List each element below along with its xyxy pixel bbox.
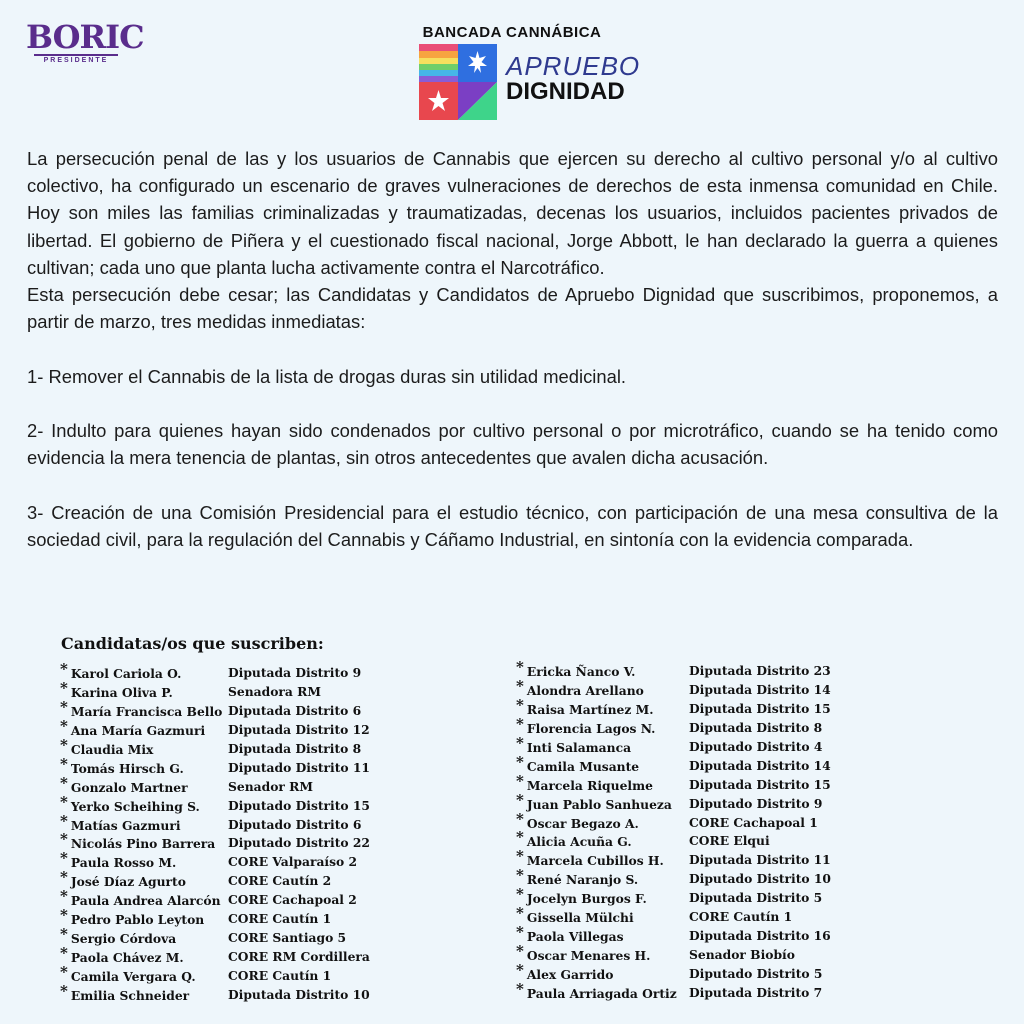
bullet-star-icon: * bbox=[516, 695, 524, 714]
signatory-name: René Naranjo S. bbox=[526, 872, 639, 888]
signatory-row bbox=[516, 695, 831, 719]
signatory-row bbox=[516, 979, 823, 1003]
signatory-name: Matías Gazmuri bbox=[70, 817, 181, 833]
signatory-name: Paula Arriagada Ortiz bbox=[526, 985, 677, 1001]
signatory-name: Gissella Mülchi bbox=[526, 910, 634, 926]
signatory-row bbox=[60, 830, 370, 853]
signatory-name: Paola Chávez M. bbox=[70, 950, 184, 966]
signatory-role: Senador Biobío bbox=[689, 947, 795, 963]
signatory-name: Alicia Acuña G. bbox=[526, 834, 632, 850]
signatory-name: Juan Pablo Sanhueza bbox=[526, 796, 672, 812]
bullet-star-icon: * bbox=[516, 885, 524, 904]
signatory-row bbox=[60, 754, 370, 778]
signatory-row bbox=[60, 963, 332, 986]
signatory-row bbox=[60, 811, 362, 835]
signatory-row bbox=[516, 676, 831, 700]
signatory-row bbox=[516, 923, 831, 946]
bullet-star-icon: * bbox=[60, 887, 68, 906]
bullet-star-icon: * bbox=[60, 773, 68, 792]
signatory-row bbox=[516, 847, 831, 870]
signatory-row bbox=[60, 773, 314, 797]
signatory-name: Paula Andrea Alarcón bbox=[70, 893, 221, 909]
signatory-role: Diputada Distrito 23 bbox=[689, 663, 831, 678]
bullet-star-icon: * bbox=[516, 771, 524, 790]
signatory-name: Karina Oliva P. bbox=[70, 684, 173, 700]
signatory-role: Diputada Distrito 12 bbox=[228, 721, 370, 737]
signatory-name: Marcela Cubillos H. bbox=[526, 853, 664, 869]
signatory-row bbox=[516, 809, 818, 833]
signatory-row bbox=[516, 771, 831, 795]
signatory-row bbox=[516, 866, 831, 889]
bullet-star-icon: * bbox=[60, 830, 68, 849]
signatory-row bbox=[60, 887, 357, 910]
bullet-star-icon: * bbox=[60, 925, 68, 944]
measure-1: 1- Remover el Cannabis de la lista de drogas duras sin utilidad medicinal. bbox=[27, 365, 627, 387]
signatory-row bbox=[516, 790, 823, 814]
signatory-row bbox=[60, 660, 362, 683]
signatory-role: CORE RM Cordillera bbox=[228, 949, 370, 965]
signatory-role: Diputada Distrito 5 bbox=[689, 890, 823, 906]
bullet-star-icon: * bbox=[60, 944, 68, 963]
signatory-role: Diputada Distrito 15 bbox=[689, 776, 831, 792]
manifesto-body bbox=[27, 145, 998, 553]
bullet-star-icon: * bbox=[516, 923, 524, 942]
signatory-role: Diputada Distrito 9 bbox=[228, 665, 362, 680]
signatory-role: Diputada Distrito 16 bbox=[689, 928, 831, 944]
bullet-star-icon: * bbox=[60, 678, 68, 697]
signatory-row bbox=[60, 735, 362, 759]
signatory-name: Tomás Hirsch G. bbox=[70, 760, 184, 776]
boric-logo-word: BORIC bbox=[26, 18, 144, 56]
signatory-role: Diputada Distrito 14 bbox=[689, 681, 831, 697]
signatory-row bbox=[60, 678, 321, 702]
signatory-row bbox=[60, 868, 332, 891]
signatory-name: Florencia Lagos N. bbox=[526, 720, 656, 736]
signatory-name: María Francisca Bello bbox=[70, 703, 223, 719]
signatory-role: Diputado Distrito 4 bbox=[689, 738, 823, 754]
bullet-star-icon: * bbox=[60, 981, 68, 1000]
bullet-star-icon: * bbox=[516, 828, 524, 847]
measure-2: 2- Indulto para quienes hayan sido condenados por cultivo personal o por microtráfico, cuando se ha tenido como evidencia la mera tenencia de plantas, sin otros antecedentes que avalen dicha acusación. bbox=[27, 420, 998, 469]
signatory-name: Karol Cariola O. bbox=[70, 666, 182, 681]
signatory-name: Sergio Córdova bbox=[70, 931, 177, 947]
signatory-row bbox=[60, 849, 358, 872]
signatory-name: Ericka Ñanco V. bbox=[526, 664, 636, 679]
signatory-role: Diputada Distrito 11 bbox=[689, 852, 831, 868]
signatory-name: Camila Musante bbox=[526, 758, 640, 774]
signatory-role: Diputada Distrito 7 bbox=[689, 984, 823, 1000]
paragraph-proposal: Esta persecución debe cesar; las Candidatas y Candidatos de Apruebo Dignidad que suscribimos, proponemos, a partir de marzo, tres medidas inmediatas: bbox=[27, 284, 998, 333]
bullet-star-icon: * bbox=[60, 868, 68, 887]
bullet-star-icon: * bbox=[516, 714, 524, 733]
signatory-name: Inti Salamanca bbox=[526, 739, 632, 755]
bullet-star-icon: * bbox=[60, 963, 68, 981]
signatory-role: Diputado Distrito 6 bbox=[228, 816, 362, 832]
signatory-name: Raisa Martínez M. bbox=[526, 701, 654, 717]
bullet-star-icon: * bbox=[60, 811, 68, 830]
bullet-star-icon: * bbox=[516, 658, 524, 676]
signatory-name: Jocelyn Burgos F. bbox=[526, 891, 647, 907]
signatory-row bbox=[60, 981, 370, 1005]
signatory-row bbox=[60, 716, 370, 740]
bullet-star-icon: * bbox=[516, 942, 524, 961]
apruebo-wordmark: APRUEBO bbox=[506, 51, 641, 81]
signatory-row bbox=[516, 752, 831, 776]
signatory-name: Paula Rosso M. bbox=[70, 855, 177, 871]
signatory-name: Nicolás Pino Barrera bbox=[70, 836, 216, 852]
signatory-row bbox=[60, 792, 370, 816]
bullet-star-icon: * bbox=[516, 979, 524, 998]
signatory-role: Diputado Distrito 22 bbox=[228, 835, 370, 851]
apruebo-dignidad-flag-icon bbox=[419, 44, 497, 120]
signatory-role: CORE Cautín 1 bbox=[689, 909, 793, 925]
signatory-name: Oscar Begazo A. bbox=[526, 815, 639, 831]
bullet-star-icon: * bbox=[60, 735, 68, 754]
signatory-name: Ana María Gazmuri bbox=[70, 722, 206, 738]
bullet-star-icon: * bbox=[516, 904, 524, 923]
bullet-star-icon: * bbox=[516, 733, 524, 752]
signatory-name: Paola Villegas bbox=[526, 929, 624, 945]
bancada-title: BANCADA CANNÁBICA bbox=[422, 24, 602, 41]
signatory-row bbox=[516, 942, 795, 965]
boric-logo-subtitle: PRESIDENTE bbox=[34, 54, 118, 64]
signatory-row bbox=[60, 906, 332, 929]
signatory-role: CORE Santiago 5 bbox=[228, 930, 347, 946]
bullet-star-icon: * bbox=[516, 847, 524, 866]
bullet-star-icon: * bbox=[60, 906, 68, 925]
bullet-star-icon: * bbox=[516, 961, 524, 979]
signatory-role: Diputado Distrito 10 bbox=[689, 871, 831, 887]
signatory-name: Marcela Riquelme bbox=[526, 777, 653, 793]
signatory-role: CORE Cautín 2 bbox=[228, 873, 332, 889]
signatory-name: Gonzalo Martner bbox=[70, 779, 188, 795]
bullet-star-icon: * bbox=[516, 790, 524, 809]
signatory-role: CORE Cautín 1 bbox=[228, 968, 332, 983]
signatories-right-column bbox=[516, 658, 831, 1003]
signatory-role: Diputada Distrito 10 bbox=[228, 986, 370, 1002]
signatory-name: Yerko Scheihing S. bbox=[70, 798, 200, 814]
signatory-row bbox=[516, 714, 823, 738]
signatory-name: Oscar Menares H. bbox=[526, 948, 651, 964]
signatory-name: Emilia Schneider bbox=[70, 987, 190, 1003]
signatory-role: CORE Cachapoal 1 bbox=[689, 814, 818, 830]
signatory-role: Diputado Distrito 9 bbox=[689, 795, 823, 811]
signatory-name: Claudia Mix bbox=[70, 741, 154, 757]
signatory-row bbox=[60, 925, 347, 948]
signatory-name: José Díaz Agurto bbox=[70, 874, 186, 890]
signatories-title: Candidatas/os que suscriben: bbox=[61, 634, 324, 653]
signatory-role: Diputada Distrito 6 bbox=[228, 702, 362, 718]
signatory-row bbox=[516, 658, 831, 681]
bullet-star-icon: * bbox=[60, 849, 68, 868]
signatory-role: Diputado Distrito 11 bbox=[228, 759, 370, 775]
signatory-row bbox=[516, 961, 823, 984]
signatory-role: CORE Cautín 1 bbox=[228, 911, 332, 927]
signatory-name: Pedro Pablo Leyton bbox=[70, 912, 205, 928]
signatory-role: Diputado Distrito 5 bbox=[689, 966, 823, 981]
bullet-star-icon: * bbox=[60, 660, 68, 678]
signatory-row bbox=[516, 904, 793, 927]
signatory-name: Alex Garrido bbox=[526, 967, 614, 982]
signatory-role: CORE Cachapoal 2 bbox=[228, 892, 357, 908]
signatory-role: Senadora RM bbox=[228, 683, 321, 699]
bullet-star-icon: * bbox=[516, 752, 524, 771]
signatory-role: Diputada Distrito 8 bbox=[689, 719, 823, 735]
bullet-star-icon: * bbox=[516, 809, 524, 828]
signatory-row bbox=[60, 697, 362, 721]
bullet-star-icon: * bbox=[60, 754, 68, 773]
signatories-left-column bbox=[60, 660, 370, 1005]
bullet-star-icon: * bbox=[516, 676, 524, 695]
bullet-star-icon: * bbox=[516, 866, 524, 885]
bullet-star-icon: * bbox=[60, 792, 68, 811]
bullet-star-icon: * bbox=[60, 697, 68, 716]
signatory-role: Diputado Distrito 15 bbox=[228, 797, 370, 813]
signatory-role: CORE Valparaíso 2 bbox=[228, 854, 358, 870]
signatory-role: CORE Elqui bbox=[689, 833, 770, 849]
signatory-row bbox=[516, 828, 770, 851]
signatory-row bbox=[516, 733, 823, 757]
signatory-name: Camila Vergara Q. bbox=[70, 969, 196, 984]
signatory-role: Senador RM bbox=[228, 778, 314, 794]
bullet-star-icon: * bbox=[60, 716, 68, 735]
paragraph-persecution: La persecución penal de las y los usuarios de Cannabis que ejercen su derecho al cultivo personal y/o al cultivo colectivo, ha configurado un escenario de graves vulneraciones de derechos de esta inmensa comunidad en Chile. Hoy son miles las familias criminalizadas y traumatizadas, decenas los usuarios, incluidos pacientes privados de libertad. El gobierno de Piñera y el cuestionado fiscal nacional, Jorge Abbott, le han declarado la guerra a quienes cultivan; cada uno que planta lucha activamente contra el Narcotráfico. bbox=[27, 148, 998, 278]
signatory-row bbox=[60, 944, 370, 967]
measure-3: 3- Creación de una Comisión Presidencial para el estudio técnico, con participación de una mesa consultiva de la sociedad civil, para la regulación del Cannabis y Cáñamo Industrial, en sintonía con la evidencia comparada. bbox=[27, 501, 998, 550]
signatory-role: Diputada Distrito 14 bbox=[689, 757, 831, 773]
dignidad-wordmark: DIGNIDAD bbox=[506, 78, 625, 105]
signatory-row bbox=[516, 885, 823, 908]
signatory-name: Alondra Arellano bbox=[526, 682, 644, 698]
signatory-role: Diputada Distrito 15 bbox=[689, 700, 831, 716]
signatory-role: Diputada Distrito 8 bbox=[228, 740, 362, 756]
